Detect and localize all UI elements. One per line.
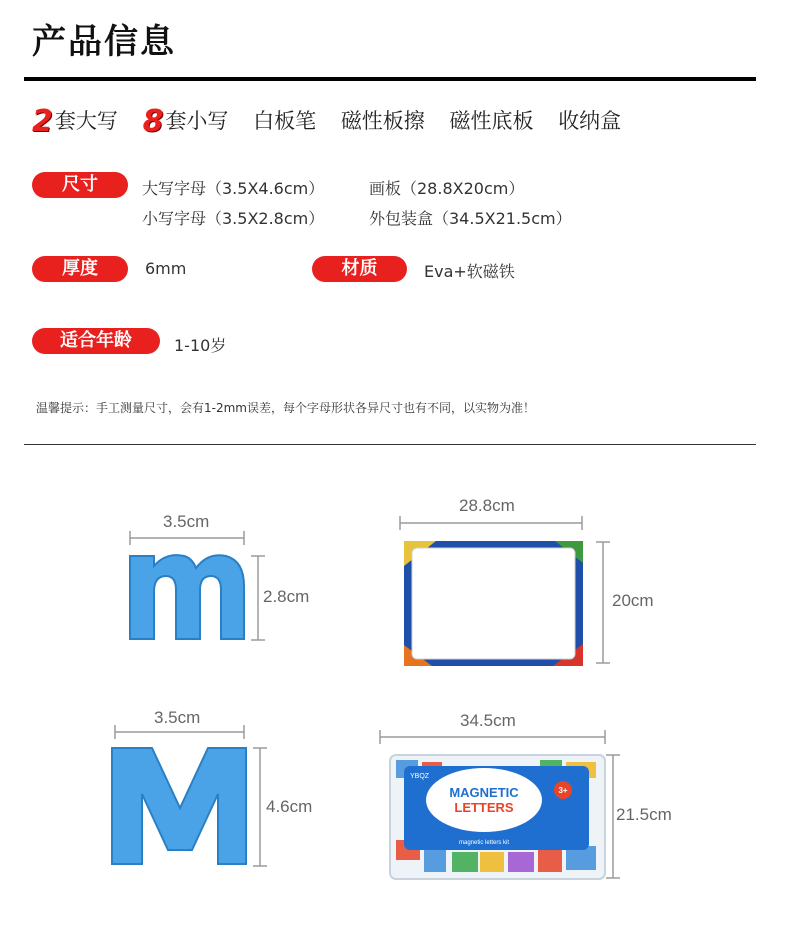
box-brand: YBQZ xyxy=(410,773,430,780)
thickness-value: 6mm xyxy=(145,259,187,278)
box-title-line1: MAGNETIC xyxy=(449,785,519,800)
lower-letter-height: 2.8cm xyxy=(263,587,310,606)
measurement-note: 温馨提示：手工测量尺寸，会有1-2mm误差，每个字母形状各异尺寸也有不同，以实物为准！ xyxy=(36,401,535,415)
thickness-label: 厚度 xyxy=(32,256,128,282)
size-upper: 大写字母（3.5X4.6cm） xyxy=(142,179,325,198)
box-height: 21.5cm xyxy=(616,805,672,824)
board-width: 28.8cm xyxy=(459,496,515,515)
uppercase-m-letter xyxy=(112,748,246,864)
lower-set-label: 套小写 xyxy=(165,109,229,133)
page-title: 产品信息 xyxy=(32,22,176,62)
storage-box xyxy=(390,755,605,879)
upper-letter-width: 3.5cm xyxy=(154,708,201,727)
material-label: 材质 xyxy=(312,256,407,282)
content-item-storage-box: 收纳盒 xyxy=(558,109,622,133)
size-label: 尺寸 xyxy=(32,172,128,198)
size-lower: 小写字母（3.5X2.8cm） xyxy=(142,209,325,228)
box-title-line2: LETTERS xyxy=(454,800,514,815)
material-value: Eva+软磁铁 xyxy=(424,262,515,281)
lowercase-m-letter xyxy=(130,555,244,639)
content-item-base-board: 磁性底板 xyxy=(449,109,534,133)
content-item-eraser: 磁性板擦 xyxy=(340,109,425,133)
content-item-marker: 白板笔 xyxy=(253,109,317,133)
size-box: 外包装盒（34.5X21.5cm） xyxy=(369,209,572,228)
size-board: 画板（28.8X20cm） xyxy=(369,179,525,198)
upper-set-label: 套大写 xyxy=(54,109,118,133)
box-subtitle: magnetic letters kit xyxy=(458,840,510,846)
box-width: 34.5cm xyxy=(460,711,516,730)
lower-set-count: 8 xyxy=(142,104,164,139)
age-label: 适合年龄 xyxy=(32,328,160,354)
upper-letter-height: 4.6cm xyxy=(266,797,313,816)
lower-letter-width: 3.5cm xyxy=(163,512,210,531)
age-value: 1-10岁 xyxy=(174,336,227,355)
whiteboard xyxy=(404,541,583,666)
upper-set-count: 2 xyxy=(32,104,53,139)
board-height: 20cm xyxy=(612,591,654,610)
box-age-badge: 3+ xyxy=(558,786,568,795)
